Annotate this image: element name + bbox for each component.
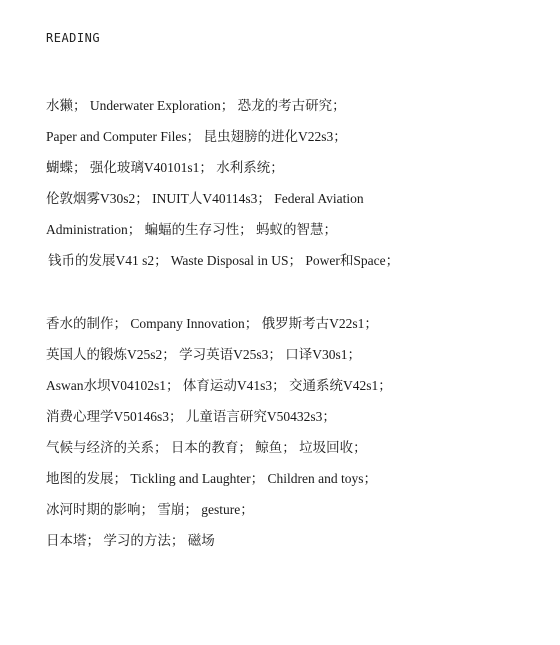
topic-line-4: 伦敦烟雾V30s2； INUIT人V40114s3； Federal Aviation (46, 191, 364, 206)
topic-line-7: 香水的制作； Company Innovation； 俄罗斯考古V22s1； (46, 316, 378, 331)
page-heading: READING (46, 31, 101, 45)
topic-line-2: Paper and Computer Files； 昆虫翅膀的进化V22s3； (46, 129, 347, 144)
topic-line-11: 气候与经济的关系； 日本的教育； 鲸鱼； 垃圾回收； (46, 440, 367, 455)
topic-line-8: 英国人的锻炼V25s2； 学习英语V25s3； 口译V30s1； (46, 347, 362, 362)
topic-line-6: 钱币的发展V41 s2； Waste Disposal in US； Power和Space； (48, 253, 400, 268)
topic-line-10: 消费心理学V50146s3； 儿童语言研究V50432s3； (46, 409, 336, 424)
topic-line-9: Aswan水坝V04102s1； 体育运动V41s3； 交通系统V42s1； (46, 378, 392, 393)
topic-line-14: 日本塔； 学习的方法； 磁场 (46, 533, 215, 548)
topic-line-12: 地图的发展； Tickling and Laughter； Children and toys； (46, 471, 377, 486)
topic-line-13: 冰河时期的影响； 雪崩； gesture； (46, 502, 254, 517)
topic-line-3: 蝴蝶； 强化玻璃V40101s1； 水利系统； (46, 160, 284, 175)
topic-line-1: 水獭； Underwater Exploration； 恐龙的考古研究； (46, 98, 346, 113)
topic-line-5: Administration； 蝙蝠的生存习性； 蚂蚁的智慧； (46, 222, 337, 237)
